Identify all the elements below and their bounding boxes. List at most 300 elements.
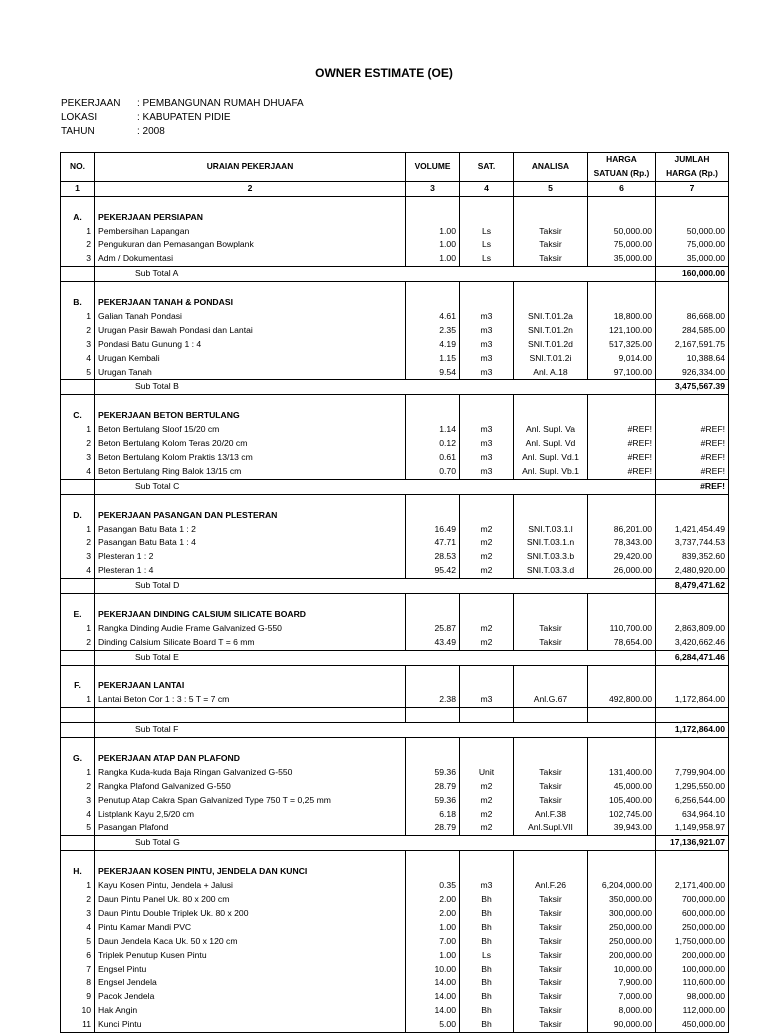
table-body [61,196,729,1032]
item-description: Penutup Atap Cakra Span Galvanized Type 750 T = 0,25 mm [95,794,406,808]
item-volume: 43.49 [406,636,460,650]
item-unit: Bh [460,935,514,949]
item-total: 98,000.00 [656,990,729,1004]
item-total: 3,420,662.46 [656,636,729,650]
item-analisa: Taksir [514,963,588,977]
item-unit: m3 [460,437,514,451]
item-total: #REF! [656,437,729,451]
empty-cell [514,409,588,423]
empty-cell [406,395,460,409]
item-description: Triplek Penutup Kusen Pintu [95,949,406,963]
item-unit: m2 [460,821,514,835]
item-no: 2 [61,536,95,550]
item-unit: m3 [460,465,514,479]
item-row [61,366,729,380]
header-no: NO. [61,153,95,182]
item-unit: Bh [460,921,514,935]
empty-cell [656,708,729,723]
item-unit: m2 [460,780,514,794]
empty-cell [406,665,460,679]
item-unit: m2 [460,564,514,578]
item-total: 75,000.00 [656,238,729,252]
item-analisa: Taksir [514,935,588,949]
item-no: 2 [61,893,95,907]
header-jumlah-line2: HARGA (Rp.) [666,167,718,178]
item-description: Beton Bertulang Kolom Praktis 13/13 cm [95,451,406,465]
item-volume: 4.61 [406,310,460,324]
item-no: 2 [61,636,95,650]
header-harga-line2: SATUAN (Rp.) [593,167,650,178]
item-total: #REF! [656,465,729,479]
item-description: Pasangan Batu Bata 1 : 2 [95,523,406,537]
item-volume: 0.61 [406,451,460,465]
item-row [61,1018,729,1032]
spacer-row [61,665,729,679]
empty-cell [656,196,729,210]
item-analisa: Taksir [514,766,588,780]
item-no: 2 [61,238,95,252]
empty-cell [95,196,406,210]
item-no: 2 [61,324,95,338]
empty-cell [588,738,656,752]
empty-cell [61,665,95,679]
item-no: 1 [61,622,95,636]
empty-cell [61,479,95,494]
section-header-row [61,509,729,523]
item-total: 35,000.00 [656,252,729,266]
item-volume: 59.36 [406,766,460,780]
item-unit-price: 7,900.00 [588,976,656,990]
item-analisa: Anl. Supl. Va [514,423,588,437]
item-volume: 0.70 [406,465,460,479]
section-title: PEKERJAAN PASANGAN DAN PLESTERAN [95,509,406,523]
item-row [61,310,729,324]
item-analisa: Taksir [514,252,588,266]
empty-cell [61,380,95,395]
empty-cell [61,579,95,594]
item-description: Urugan Kembali [95,352,406,366]
item-unit: Ls [460,949,514,963]
item-analisa: SNI.T.03.1.l [514,523,588,537]
item-volume: 25.87 [406,622,460,636]
item-volume: 47.71 [406,536,460,550]
item-total: 250,000.00 [656,921,729,935]
item-analisa: SNI.T.03.3.b [514,550,588,564]
subtotal-row [61,723,729,738]
empty-cell [588,608,656,622]
item-unit-price: 131,400.00 [588,766,656,780]
empty-cell [588,752,656,766]
item-no: 4 [61,352,95,366]
item-description: Hak Angin [95,1004,406,1018]
item-analisa: Taksir [514,949,588,963]
item-total: 284,585.00 [656,324,729,338]
section-title: PEKERJAAN TANAH & PONDASI [95,296,406,310]
item-row [61,324,729,338]
item-unit-price: 39,943.00 [588,821,656,835]
item-description: Beton Bertulang Ring Balok 13/15 cm [95,465,406,479]
item-total: 2,480,920.00 [656,564,729,578]
item-analisa: Taksir [514,622,588,636]
empty-cell [514,494,588,508]
item-unit: Bh [460,907,514,921]
item-analisa: Taksir [514,990,588,1004]
item-description: Daun Pintu Panel Uk. 80 x 200 cm [95,893,406,907]
item-total: 700,000.00 [656,893,729,907]
info-value: : PEMBANGUNAN RUMAH DHUAFA [137,98,304,109]
item-unit: m3 [460,879,514,893]
empty-cell [61,395,95,409]
item-unit-price: 75,000.00 [588,238,656,252]
section-header-row [61,296,729,310]
item-unit: Bh [460,963,514,977]
section-title: PEKERJAAN PERSIAPAN [95,211,406,225]
info-row-tahun [61,125,304,139]
item-volume: 1.00 [406,238,460,252]
item-row [61,550,729,564]
subtotal-label: Sub Total A [95,267,656,282]
item-row [61,465,729,479]
empty-cell [588,679,656,693]
item-row [61,564,729,578]
item-unit-price: #REF! [588,423,656,437]
info-key: LOKASI [61,112,98,123]
item-unit: m2 [460,536,514,550]
item-row [61,893,729,907]
item-row [61,935,729,949]
item-analisa: Taksir [514,238,588,252]
subtotal-value: 17,136,921.07 [656,836,729,851]
item-unit-price: #REF! [588,451,656,465]
item-row [61,780,729,794]
empty-cell [656,738,729,752]
empty-cell [95,282,406,296]
item-total: 100,000.00 [656,963,729,977]
section-title: PEKERJAAN BETON BERTULANG [95,409,406,423]
item-total: 3,737,744.53 [656,536,729,550]
item-volume: 2.00 [406,893,460,907]
item-description: Daun Pintu Double Triplek Uk. 80 x 200 [95,907,406,921]
section-code: C. [61,409,95,423]
item-unit-price: 26,000.00 [588,564,656,578]
empty-cell [656,851,729,865]
item-row [61,821,729,835]
empty-cell [588,296,656,310]
empty-cell [656,395,729,409]
empty-cell [656,282,729,296]
item-unit: Bh [460,1018,514,1032]
empty-cell [588,851,656,865]
empty-cell [588,594,656,608]
subtotal-label: Sub Total F [95,723,656,738]
empty-cell [514,594,588,608]
item-description: Plesteran 1 : 2 [95,550,406,564]
item-no: 1 [61,766,95,780]
empty-cell [61,267,95,282]
item-description: Rangka Kuda-kuda Baja Ringan Galvanized G-550 [95,766,406,780]
item-description: Galian Tanah Pondasi [95,310,406,324]
item-unit: Bh [460,990,514,1004]
subtotal-label: Sub Total D [95,579,656,594]
column-number: 6 [588,181,656,196]
item-row [61,252,729,266]
item-total: 7,799,904.00 [656,766,729,780]
item-row [61,636,729,650]
item-no: 3 [61,252,95,266]
item-unit-price: 300,000.00 [588,907,656,921]
column-number: 5 [514,181,588,196]
empty-cell [656,594,729,608]
header-harga-line1: HARGA [606,154,637,164]
empty-cell [460,594,514,608]
item-row [61,990,729,1004]
empty-cell [460,708,514,723]
column-number: 1 [61,181,95,196]
empty-cell [460,211,514,225]
item-row [61,338,729,352]
item-row [61,794,729,808]
item-volume: 6.18 [406,808,460,822]
empty-cell [95,594,406,608]
item-volume: 28.53 [406,550,460,564]
item-no: 4 [61,921,95,935]
spacer-row [61,708,729,723]
empty-cell [460,738,514,752]
spacer-row [61,738,729,752]
header-row [61,153,729,182]
empty-cell [656,296,729,310]
item-unit: m2 [460,523,514,537]
item-unit-price: #REF! [588,465,656,479]
item-unit: m3 [460,310,514,324]
info-value: : 2008 [137,126,165,137]
item-unit-price: 250,000.00 [588,921,656,935]
item-total: 926,334.00 [656,366,729,380]
empty-cell [514,708,588,723]
empty-cell [460,851,514,865]
empty-cell [406,211,460,225]
item-no: 4 [61,465,95,479]
empty-cell [514,851,588,865]
subtotal-value: 6,284,471.46 [656,650,729,665]
empty-cell [61,282,95,296]
item-description: Kayu Kosen Pintu, Jendela + Jalusi [95,879,406,893]
empty-cell [514,665,588,679]
item-unit: Bh [460,893,514,907]
item-unit-price: 250,000.00 [588,935,656,949]
empty-cell [514,196,588,210]
subtotal-value: 3,475,567.39 [656,380,729,395]
empty-cell [95,738,406,752]
item-row [61,523,729,537]
empty-cell [460,679,514,693]
item-description: Rangka Plafond Galvanized G-550 [95,780,406,794]
item-total: #REF! [656,423,729,437]
item-unit: Bh [460,976,514,990]
item-no: 6 [61,949,95,963]
empty-cell [460,282,514,296]
item-volume: 16.49 [406,523,460,537]
item-unit: m3 [460,352,514,366]
item-volume: 2.38 [406,693,460,707]
item-unit: m3 [460,423,514,437]
empty-cell [588,282,656,296]
empty-cell [656,494,729,508]
item-no: 1 [61,879,95,893]
item-analisa: Taksir [514,921,588,935]
item-total: 86,668.00 [656,310,729,324]
item-description: Engsel Pintu [95,963,406,977]
item-description: Rangka Dinding Audie Frame Galvanized G-550 [95,622,406,636]
subtotal-label: Sub Total C [95,479,656,494]
section-title: PEKERJAAN ATAP DAN PLAFOND [95,752,406,766]
item-no: 2 [61,780,95,794]
header-sat: SAT. [460,153,514,182]
item-analisa: Taksir [514,893,588,907]
item-unit: m2 [460,636,514,650]
item-analisa: SNI.T.01.2i [514,352,588,366]
item-volume: 59.36 [406,794,460,808]
item-total: 2,863,809.00 [656,622,729,636]
subtotal-value: 160,000.00 [656,267,729,282]
item-no: 9 [61,990,95,1004]
item-volume: 28.79 [406,780,460,794]
info-value: : KABUPATEN PIDIE [137,112,231,123]
item-no: 3 [61,907,95,921]
subtotal-value: #REF! [656,479,729,494]
item-row [61,976,729,990]
empty-cell [95,708,406,723]
item-no: 8 [61,976,95,990]
item-row [61,437,729,451]
item-analisa: Taksir [514,636,588,650]
item-row [61,921,729,935]
item-volume: 1.00 [406,949,460,963]
empty-cell [588,665,656,679]
item-description: Pasangan Batu Bata 1 : 4 [95,536,406,550]
item-unit-price: 86,201.00 [588,523,656,537]
empty-cell [460,608,514,622]
item-total: 50,000.00 [656,225,729,239]
item-row [61,808,729,822]
empty-cell [61,708,95,723]
header-jumlah [656,153,729,182]
item-volume: 28.79 [406,821,460,835]
item-no: 1 [61,310,95,324]
item-unit-price: 102,745.00 [588,808,656,822]
subtotal-label: Sub Total G [95,836,656,851]
item-no: 1 [61,423,95,437]
item-total: #REF! [656,451,729,465]
item-description: Pondasi Batu Gunung 1 : 4 [95,338,406,352]
empty-cell [61,196,95,210]
item-volume: 0.35 [406,879,460,893]
spacer-row [61,851,729,865]
empty-cell [406,594,460,608]
section-code: A. [61,211,95,225]
empty-cell [460,865,514,879]
item-unit-price: 29,420.00 [588,550,656,564]
item-volume: 2.35 [406,324,460,338]
item-row [61,907,729,921]
item-description: Dinding Calsium Silicate Board T = 6 mm [95,636,406,650]
item-unit-price: 78,343.00 [588,536,656,550]
item-unit-price: 50,000.00 [588,225,656,239]
item-analisa: Taksir [514,780,588,794]
item-unit-price: 45,000.00 [588,780,656,794]
item-volume: 14.00 [406,990,460,1004]
item-no: 10 [61,1004,95,1018]
item-volume: 0.12 [406,437,460,451]
empty-cell [656,665,729,679]
empty-cell [61,594,95,608]
subtotal-row [61,579,729,594]
item-total: 6,256,544.00 [656,794,729,808]
empty-cell [406,851,460,865]
item-volume: 1.00 [406,225,460,239]
item-analisa: Taksir [514,794,588,808]
column-number: 3 [406,181,460,196]
item-analisa: SNI.T.01.2a [514,310,588,324]
subtotal-label: Sub Total E [95,650,656,665]
empty-cell [95,665,406,679]
empty-cell [61,650,95,665]
empty-cell [406,509,460,523]
item-no: 1 [61,523,95,537]
empty-cell [61,836,95,851]
item-row [61,949,729,963]
item-analisa: SNI.T.03.1.n [514,536,588,550]
empty-cell [95,851,406,865]
empty-cell [514,679,588,693]
empty-cell [514,608,588,622]
empty-cell [460,409,514,423]
empty-cell [588,395,656,409]
item-volume: 95.42 [406,564,460,578]
item-volume: 9.54 [406,366,460,380]
item-analisa: Anl. Supl. Vd.1 [514,451,588,465]
item-volume: 1.00 [406,252,460,266]
section-header-row [61,409,729,423]
empty-cell [588,708,656,723]
item-unit-price: 517,325.00 [588,338,656,352]
section-header-row [61,211,729,225]
item-total: 1,295,550.00 [656,780,729,794]
section-code: H. [61,865,95,879]
item-unit-price: 200,000.00 [588,949,656,963]
empty-cell [588,196,656,210]
empty-cell [460,509,514,523]
item-description: Urugan Tanah [95,366,406,380]
item-unit-price: 350,000.00 [588,893,656,907]
item-row [61,536,729,550]
item-unit-price: #REF! [588,437,656,451]
item-total: 112,000.00 [656,1004,729,1018]
item-row [61,225,729,239]
empty-cell [460,665,514,679]
section-title: PEKERJAAN DINDING CALSIUM SILICATE BOARD [95,608,406,622]
item-unit: m2 [460,622,514,636]
empty-cell [656,211,729,225]
empty-cell [61,738,95,752]
column-number: 7 [656,181,729,196]
subtotal-row [61,650,729,665]
item-unit: Unit [460,766,514,780]
item-total: 1,149,958.97 [656,821,729,835]
item-analisa: Anl.F.38 [514,808,588,822]
item-description: Plesteran 1 : 4 [95,564,406,578]
item-unit-price: 6,204,000.00 [588,879,656,893]
